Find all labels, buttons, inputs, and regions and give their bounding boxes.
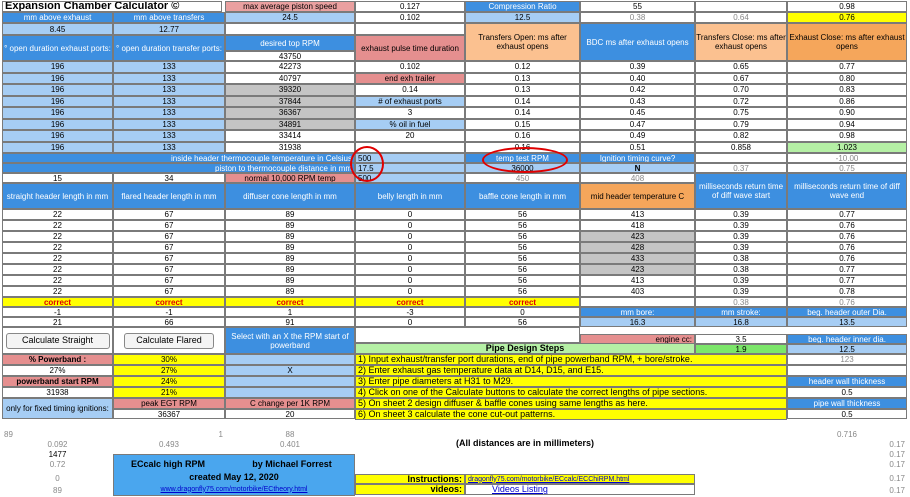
desired-rpm-value[interactable]: 43750: [225, 51, 355, 61]
correct-cell: correct: [355, 297, 465, 307]
baffle-length-cell: 56: [465, 242, 580, 253]
piston-distance-value[interactable]: 17.5: [355, 163, 465, 173]
credit-url-link[interactable]: www.dragonfly75.com/motorbike/ECtheory.html: [160, 485, 308, 493]
transfers-close-header: Transfers Close: ms after exhaust opens: [695, 23, 787, 61]
pipe-design-step: 6) On sheet 3 calculate the cone cut-out patterns.: [355, 409, 787, 420]
belly-length-cell: 0: [355, 231, 465, 242]
transfers-open-cell: 0.15: [465, 119, 580, 131]
thermocouple-temp-value[interactable]: 500: [355, 153, 465, 163]
stroke-label: mm stroke:: [695, 307, 787, 317]
all-distances-note: (All distances are in millimeters): [455, 438, 595, 448]
transfer-duration-cell[interactable]: 133: [113, 84, 225, 96]
powerband-pct-27: 27%: [113, 365, 225, 376]
transfers-close-cell: 0.82: [695, 130, 787, 142]
exhaust-close-cell: 0.77: [787, 61, 907, 73]
mid-header-temp-cell: 413: [580, 209, 695, 220]
videos-listing-link[interactable]: Videos Listing: [492, 484, 548, 494]
engine-cc-value: 3.5: [695, 334, 787, 344]
rpm-cell: 42273: [225, 61, 355, 73]
transfers-close-cell: 0.67: [695, 73, 787, 85]
normal-temp-value[interactable]: 500: [355, 173, 465, 183]
value-cell: -3: [355, 307, 465, 317]
mid-header-temp-cell: 403: [580, 286, 695, 297]
ms-end-cell: 0.77: [787, 209, 907, 220]
rpm-cell: 31938: [225, 142, 355, 154]
ignition-curve-label: Ignition timing curve?: [580, 153, 695, 163]
pipe-design-step: 3) Enter pipe diameters at H31 to M29.: [355, 376, 787, 387]
straight-length-cell: 22: [2, 242, 113, 253]
credit-box: [113, 454, 355, 496]
ms-start-cell: 0.39: [695, 220, 787, 231]
flared-length-cell: 67: [113, 264, 225, 275]
peak-egt-value[interactable]: 36367: [113, 409, 225, 419]
pipe-wall-value[interactable]: 0.5: [787, 409, 907, 419]
value-cell: 0.17: [889, 449, 905, 459]
stroke-value[interactable]: 16.8: [695, 317, 787, 327]
powerband-label: % Powerband :: [2, 354, 113, 365]
rpm-cell: 34891: [225, 119, 355, 131]
value-cell: 0.102: [355, 12, 465, 23]
diffuser-length-cell: 89: [225, 209, 355, 220]
ms-end-cell: 0.76: [787, 242, 907, 253]
value-cell: 0: [55, 473, 60, 483]
transfer-duration-cell[interactable]: 133: [113, 61, 225, 73]
value-cell: 0.38: [580, 12, 695, 23]
flared-length-cell: 67: [113, 275, 225, 286]
ms-start-cell: 0.39: [695, 286, 787, 297]
open-duration-exhaust-header: ° open duration exhaust ports:: [2, 35, 113, 61]
button-cell: [2, 327, 113, 354]
exhaust-param-cell: end exh trailer: [355, 73, 465, 85]
baffle-length-cell: 56: [465, 209, 580, 220]
bdc-cell: 0.40: [580, 73, 695, 85]
exhaust-param-cell[interactable]: 20: [355, 130, 465, 142]
exhaust-duration-cell[interactable]: 196: [2, 107, 113, 119]
ms-start-cell: 0.39: [695, 209, 787, 220]
correct-cell: correct: [113, 297, 225, 307]
powerband-select-21[interactable]: [225, 387, 355, 398]
compression-ratio-label: Compression Ratio: [465, 1, 580, 12]
button-cell: [113, 327, 225, 354]
correct-cell: correct: [225, 297, 355, 307]
value-cell: 89: [4, 429, 13, 439]
transfers-open-cell: 0.14: [465, 107, 580, 119]
peak-egt-label: peak EGT RPM: [113, 398, 225, 409]
straight-length-cell: 22: [2, 264, 113, 275]
exhaust-close-header: Exhaust Close: ms after exhaust opens: [787, 23, 907, 61]
exhaust-close-cell: 0.90: [787, 107, 907, 119]
belly-length-cell: 0: [355, 264, 465, 275]
value-cell: 0.401: [279, 439, 301, 449]
mid-header-temp-cell: 423: [580, 264, 695, 275]
exhaust-duration-cell[interactable]: 196: [2, 84, 113, 96]
baffle-length-cell: 56: [465, 253, 580, 264]
thermocouple-temp-label: inside header thermocouple temperature in Celsius: [2, 153, 355, 163]
baffle-length-cell: 56: [465, 220, 580, 231]
value-cell: 450: [465, 173, 580, 183]
ms-start-cell: 0.38: [695, 264, 787, 275]
straight-length-cell: 22: [2, 231, 113, 242]
c-change-label: C change per 1K RPM: [225, 398, 355, 409]
exhaust-close-cell: 0.94: [787, 119, 907, 131]
ms-start-cell: 0.39: [695, 275, 787, 286]
powerband-pct-21: 21%: [113, 387, 225, 398]
mid-header-temp-cell: 413: [580, 275, 695, 286]
ms-diff-wave-start-header: milliseconds return time of diff wave start: [695, 173, 787, 209]
bdc-cell: 0.39: [580, 61, 695, 73]
value-cell: 0.76: [787, 12, 907, 23]
baffle-length-cell: 56: [465, 275, 580, 286]
value-cell: 0.38: [695, 297, 787, 307]
ms-start-cell: 0.39: [695, 231, 787, 242]
value-cell: 0: [355, 317, 465, 327]
value-cell: 0.72: [49, 459, 66, 469]
powerband-select-24[interactable]: [225, 376, 355, 387]
instructions-label: Instructions:: [355, 474, 465, 484]
calculate-flared-button[interactable]: Calculate Flared: [124, 333, 214, 349]
rpm-cell: 33414: [225, 130, 355, 142]
value-cell: 88: [285, 429, 295, 439]
rpm-cell: 39320: [225, 84, 355, 96]
transfers-close-cell: 0.75: [695, 107, 787, 119]
flared-length-cell: 67: [113, 253, 225, 264]
belly-length-cell: 0: [355, 253, 465, 264]
bdc-cell: 0.45: [580, 107, 695, 119]
baffle-cone-length-header: baffle cone length in mm: [465, 183, 580, 209]
belly-length-cell: 0: [355, 209, 465, 220]
ms-diff-wave-end-header: milliseconds return time of diff wave end: [787, 173, 907, 209]
ms-end-cell: 0.76: [787, 220, 907, 231]
straight-length-cell: 22: [2, 275, 113, 286]
transfer-duration-cell[interactable]: 133: [113, 96, 225, 108]
value-cell: -1: [113, 307, 225, 317]
value-cell: 0.17: [889, 473, 905, 483]
belly-length-cell: 0: [355, 275, 465, 286]
header-wall-label: header wall thickness: [787, 376, 907, 387]
mid-header-temp-cell: 418: [580, 220, 695, 231]
transfers-open-header: Transfers Open: ms after exhaust opens: [465, 23, 580, 61]
transfers-close-cell: 0.858: [695, 142, 787, 154]
ignition-curve-value[interactable]: N: [580, 163, 695, 173]
belly-length-cell: 0: [355, 242, 465, 253]
diffuser-length-cell: 89: [225, 264, 355, 275]
ms-start-cell: 0.39: [695, 242, 787, 253]
credit-name: ECcalc high RPM: [130, 458, 205, 469]
compression-ratio-value[interactable]: 12.5: [465, 12, 580, 23]
pipe-design-step: 4) Click on one of the Calculate buttons to calculate the correct lengths of pipe sections.: [355, 387, 787, 398]
value-cell: 0: [465, 307, 580, 317]
empty-cell: [580, 297, 695, 307]
c-change-value[interactable]: 20: [225, 409, 355, 419]
straight-header-length-header: straight header length in mm: [2, 183, 113, 209]
mm-above-exhaust-value[interactable]: 8.45: [2, 23, 113, 35]
diffuser-length-cell: 89: [225, 242, 355, 253]
value-cell: 34: [113, 173, 225, 183]
belly-length-header: belly length in mm: [355, 183, 465, 209]
header-outer-dia-label: beg. header outer Dia.: [787, 307, 907, 317]
transfer-duration-cell[interactable]: 133: [113, 142, 225, 154]
header-wall-value[interactable]: 0.5: [787, 387, 907, 398]
instructions-link[interactable]: dragonfly75.com/motorbike/ECcalc/ECChiRPM.html: [465, 474, 695, 484]
flared-header-length-header: flared header length in mm: [113, 183, 225, 209]
mm-above-transfers-label: mm above transfers: [113, 12, 225, 23]
value-cell: 66: [113, 317, 225, 327]
value-cell: 1477: [48, 449, 67, 459]
exhaust-param-cell: % oil in fuel: [355, 119, 465, 131]
bore-value[interactable]: 16.3: [580, 317, 695, 327]
pipe-wall-label: pipe wall thickness: [787, 398, 907, 409]
value-cell: 55: [580, 1, 695, 12]
value-cell: 0.17: [889, 485, 905, 495]
diffuser-length-cell: 89: [225, 253, 355, 264]
value-cell: -10.00: [787, 153, 907, 163]
exhaust-duration-cell[interactable]: 196: [2, 142, 113, 154]
mm-above-exhaust-label: mm above exhaust: [2, 12, 113, 23]
value-cell: 123: [787, 354, 907, 365]
value-cell: 1: [218, 429, 223, 439]
mm-above-transfers-value[interactable]: 12.77: [113, 23, 225, 35]
straight-length-cell: 22: [2, 220, 113, 231]
rpm-cell: 36367: [225, 107, 355, 119]
diffuser-length-cell: 89: [225, 231, 355, 242]
transfers-open-cell: 0.12: [465, 61, 580, 73]
exhaust-param-cell[interactable]: 3: [355, 107, 465, 119]
value-cell: 0.17: [889, 439, 905, 449]
empty-cell: [787, 365, 907, 376]
ms-end-cell: 0.76: [787, 253, 907, 264]
empty-cell: [225, 23, 355, 35]
value-cell: 0.98: [787, 1, 907, 12]
header-inner-dia-value[interactable]: 12.5: [787, 344, 907, 354]
diffuser-cone-length-header: diffuser cone length in mm: [225, 183, 355, 209]
exhaust-param-cell: # of exhaust ports: [355, 96, 465, 108]
baffle-length-cell: 56: [465, 231, 580, 242]
bdc-cell: 0.42: [580, 84, 695, 96]
exhaust-duration-cell[interactable]: 196: [2, 96, 113, 108]
transfers-close-cell: 0.79: [695, 119, 787, 131]
max-piston-speed-value[interactable]: 24.5: [225, 12, 355, 23]
empty-cell: [695, 1, 787, 12]
exhaust-param-cell: 0.102: [355, 61, 465, 73]
exhaust-duration-cell[interactable]: 196: [2, 73, 113, 85]
bdc-cell: 0.43: [580, 96, 695, 108]
exhaust-close-cell: 0.83: [787, 84, 907, 96]
ms-end-cell: 0.76: [787, 231, 907, 242]
ms-start-cell: 0.38: [695, 253, 787, 264]
powerband-select-27[interactable]: X: [225, 365, 355, 376]
transfer-duration-cell[interactable]: 133: [113, 119, 225, 131]
pipe-design-steps-title: Pipe Design Steps: [355, 343, 695, 354]
mid-header-temp-cell: 433: [580, 253, 695, 264]
bdc-cell: 0.51: [580, 142, 695, 154]
value-cell: 15: [2, 173, 113, 183]
rpm-cell: 40797: [225, 73, 355, 85]
videos-link-cell: [465, 484, 695, 495]
bdc-cell: 0.47: [580, 119, 695, 131]
pipe-design-step: 5) On sheet 2 design diffuser & baffle cones using same lengths as here.: [355, 398, 787, 409]
correct-cell: correct: [2, 297, 113, 307]
rpm-cell: 37844: [225, 96, 355, 108]
transfers-close-cell: 0.72: [695, 96, 787, 108]
value-cell: 0.127: [355, 1, 465, 12]
highlight-circle: [350, 146, 384, 182]
straight-length-cell: 22: [2, 286, 113, 297]
exhaust-duration-cell[interactable]: 196: [2, 119, 113, 131]
fixed-timing-label: only for fixed timing ignitions:: [2, 398, 113, 419]
value-cell: 0.716: [836, 429, 858, 439]
temp-test-rpm-label: temp test RPM: [465, 153, 580, 163]
powerband-pct-30: 30%: [113, 354, 225, 365]
exhaust-param-cell: 0.14: [355, 84, 465, 96]
transfers-open-cell: 0.13: [465, 73, 580, 85]
transfers-close-cell: 0.65: [695, 61, 787, 73]
pipe-design-step: 1) Input exhaust/transfer port durations, end of pipe powerband RPM, + bore/stroke.: [355, 354, 787, 365]
empty-cell: [355, 23, 465, 35]
value-cell: 0.64: [695, 12, 787, 23]
powerband-percent: 27%: [2, 365, 113, 376]
correct-cell: correct: [465, 297, 580, 307]
mid-header-temp-header: mid header temperature C: [580, 183, 695, 209]
value-cell: 0.493: [158, 439, 180, 449]
exhaust-close-cell: 1.023: [787, 142, 907, 154]
videos-label: videos:: [355, 484, 465, 495]
value-cell: 0.76: [787, 297, 907, 307]
pipe-design-step: 2) Enter exhaust gas temperature data at D14, D15, and E15.: [355, 365, 787, 376]
belly-length-cell: 0: [355, 286, 465, 297]
empty-cell: [355, 327, 580, 343]
belly-length-cell: 0: [355, 220, 465, 231]
value-cell: 0.37: [695, 163, 787, 173]
exhaust-close-cell: 0.80: [787, 73, 907, 85]
header-inner-dia-label: beg. header inner dia.: [787, 334, 907, 344]
bdc-cell: 0.49: [580, 130, 695, 142]
powerband-start-label: powerband start RPM: [2, 376, 113, 387]
highlight-circle: [482, 147, 568, 173]
ms-end-cell: 0.78: [787, 286, 907, 297]
powerband-select-30[interactable]: [225, 354, 355, 365]
header-outer-dia-value[interactable]: 13.5: [787, 317, 907, 327]
select-powerband-label: Select with an X the RPM start of powerband: [225, 327, 355, 354]
normal-temp-label: normal 10,000 RPM temp: [225, 173, 355, 183]
value-cell: 1: [225, 307, 355, 317]
diffuser-length-cell: 89: [225, 220, 355, 231]
value-cell: 56: [465, 317, 580, 327]
ms-end-cell: 0.77: [787, 264, 907, 275]
value-cell: 1.9: [695, 344, 787, 354]
credit-created: created May 12, 2020: [189, 471, 279, 482]
transfers-close-cell: 0.70: [695, 84, 787, 96]
engine-cc-label: engine cc:: [580, 334, 695, 344]
value-cell: 408: [580, 173, 695, 183]
mid-header-temp-cell: 423: [580, 231, 695, 242]
value-cell: -1: [2, 307, 113, 317]
flared-length-cell: 67: [113, 242, 225, 253]
desired-rpm-header: desired top RPM: [225, 35, 355, 51]
exhaust-close-cell: 0.98: [787, 130, 907, 142]
calculate-straight-button[interactable]: Calculate Straight: [6, 333, 110, 349]
exhaust-pulse-header: exhaust pulse time duration: [355, 35, 465, 61]
temp-test-rpm-value[interactable]: 36000: [465, 163, 580, 173]
open-duration-transfer-header: ° open duration transfer ports:: [113, 35, 225, 61]
flared-length-cell: 67: [113, 231, 225, 242]
flared-length-cell: 67: [113, 286, 225, 297]
app-title: Expansion Chamber Calculator ©: [2, 1, 222, 12]
credit-author: by Michael Forrest: [252, 458, 332, 469]
value-cell: 91: [225, 317, 355, 327]
exhaust-duration-cell[interactable]: 196: [2, 61, 113, 73]
empty-cell: [695, 153, 787, 163]
exhaust-duration-cell[interactable]: 196: [2, 130, 113, 142]
baffle-length-cell: 56: [465, 286, 580, 297]
transfers-open-cell: 0.14: [465, 96, 580, 108]
value-cell: 0.75: [787, 163, 907, 173]
transfer-duration-cell[interactable]: 133: [113, 130, 225, 142]
powerband-pct-24: 24%: [113, 376, 225, 387]
powerband-start-value: 31938: [2, 387, 113, 398]
value-cell: 21: [2, 317, 113, 327]
diffuser-length-cell: 89: [225, 275, 355, 286]
mid-header-temp-cell: 428: [580, 242, 695, 253]
straight-length-cell: 22: [2, 209, 113, 220]
transfers-open-cell: 0.13: [465, 84, 580, 96]
value-cell: 0.17: [889, 459, 905, 469]
bore-label: mm bore:: [580, 307, 695, 317]
flared-length-cell: 67: [113, 209, 225, 220]
flared-length-cell: 67: [113, 220, 225, 231]
transfers-open-cell: 0.16: [465, 130, 580, 142]
value-cell: 0.092: [47, 439, 68, 449]
transfer-duration-cell[interactable]: 133: [113, 107, 225, 119]
value-cell: 89: [53, 485, 62, 495]
piston-distance-label: piston to thermocouple distance in mm: [2, 163, 355, 173]
max-piston-speed-label: max average piston speed: [225, 1, 355, 12]
straight-length-cell: 22: [2, 253, 113, 264]
ms-end-cell: 0.77: [787, 275, 907, 286]
baffle-length-cell: 56: [465, 264, 580, 275]
exhaust-close-cell: 0.86: [787, 96, 907, 108]
bdc-header: BDC ms after exhaust opens: [580, 23, 695, 61]
diffuser-length-cell: 89: [225, 286, 355, 297]
transfer-duration-cell[interactable]: 133: [113, 73, 225, 85]
transfers-open-cell: 0.16: [465, 142, 580, 154]
